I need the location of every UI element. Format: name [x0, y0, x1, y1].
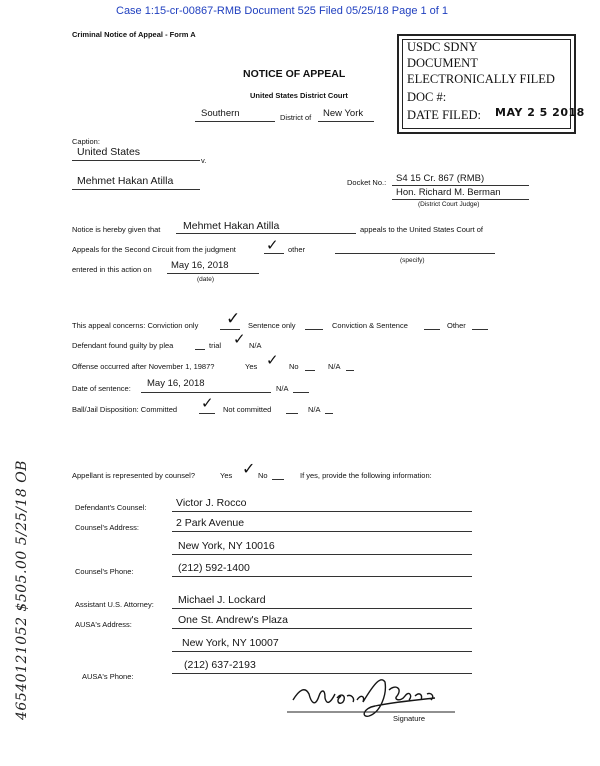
bail-label: Ball/Jail Disposition: Committed	[72, 405, 178, 414]
judge-label: (District Court Judge)	[418, 201, 480, 208]
conviction-sentence-label: Conviction & Sentence	[332, 321, 408, 330]
bail-na-label: N/A	[308, 405, 321, 414]
entered-text: entered in this action on	[72, 265, 152, 274]
counsel-address-2: New York, NY 10016	[178, 540, 275, 552]
trial-label: trial	[209, 341, 222, 350]
if-yes-text: If yes, provide the following information:	[300, 471, 432, 480]
notice-line2: Appeals for the Second Circuit from the judgment	[72, 245, 236, 254]
appeals-text: appeals to the United States Court of	[360, 225, 483, 234]
trial-na-label: N/A	[249, 341, 262, 350]
represented-yes-check-icon: ✓	[242, 459, 256, 478]
stamp-line-usdc: USDC SDNY	[407, 40, 478, 54]
form-name: Criminal Notice of Appeal - Form A	[72, 30, 196, 39]
case-header-line: Case 1:15-cr-00867-RMB Document 525 Filed 05/25/18 Page 1 of 1	[116, 5, 449, 17]
district-name: Southern	[201, 108, 240, 119]
offense-yes-label: Yes	[245, 362, 258, 371]
judgment-check-icon: ✓	[266, 236, 279, 254]
stamp-line-electronic: ELECTRONICALLY FILED	[407, 72, 555, 86]
represented-yes-label: Yes	[220, 471, 233, 480]
offense-na-label: N/A	[328, 362, 341, 371]
represented-label: Appellant is represented by counsel?	[72, 471, 195, 480]
ausa-address-1: One St. Andrew's Plaza	[178, 614, 288, 626]
ausa-address-label: AUSA's Address:	[75, 620, 132, 629]
ausa-phone-value: (212) 637-2193	[184, 659, 256, 671]
filing-stamp	[397, 34, 585, 134]
caption-plaintiff: United States	[77, 146, 141, 158]
sentence-date-label: Date of sentence:	[72, 384, 131, 393]
stamp-line-document: DOCUMENT	[407, 56, 478, 70]
counsel-phone-value: (212) 592-1400	[178, 562, 250, 574]
ausa-value: Michael J. Lockard	[178, 594, 266, 606]
caption-defendant: Mehmet Hakan Atilla	[77, 175, 174, 187]
district-state: New York	[323, 108, 364, 119]
offense-yes-check-icon: ✓	[266, 351, 279, 369]
page-title: NOTICE OF APPEAL	[243, 68, 346, 80]
other-appeal-label: Other	[447, 321, 466, 330]
def-counsel-label: Defendant's Counsel:	[75, 503, 147, 512]
caption-label: Caption:	[72, 137, 100, 146]
court-heading: United States District Court	[250, 91, 348, 100]
notice-given-text: Notice is hereby given that	[72, 225, 161, 234]
not-committed-label: Not committed	[223, 405, 272, 414]
conviction-only-check-icon: ✓	[226, 309, 241, 329]
stamp-date-value: MAY 2 5 2018	[495, 106, 585, 119]
found-guilty-label: Defendant found guilty by plea	[72, 341, 174, 350]
stamp-line-doc: DOC #:	[407, 90, 447, 104]
ausa-label: Assistant U.S. Attorney:	[75, 600, 154, 609]
district-of-label: District of	[280, 113, 312, 122]
offense-no-label: No	[289, 362, 299, 371]
counsel-address-label: Counsel's Address:	[75, 523, 139, 532]
entered-date: May 16, 2018	[171, 260, 229, 271]
sentence-only-label: Sentence only	[248, 321, 296, 330]
ausa-phone-label: AUSA's Phone:	[82, 672, 134, 681]
concerns-label: This appeal concerns: Conviction only	[72, 321, 199, 330]
judge-value: Hon. Richard M. Berman	[396, 187, 501, 198]
committed-check-icon: ✓	[201, 394, 214, 412]
counsel-address-1: 2 Park Avenue	[176, 517, 245, 529]
stamp-line-date-label: DATE FILED:	[407, 108, 481, 122]
margin-handwritten-note: 46540121052 $505.00 5/25/18 OB	[14, 460, 30, 720]
specify-label: (specify)	[400, 257, 425, 264]
ausa-address-2: New York, NY 10007	[182, 637, 279, 649]
docket-value: S4 15 Cr. 867 (RMB)	[396, 173, 485, 184]
counsel-phone-label: Counsel's Phone:	[75, 567, 134, 576]
represented-no-label: No	[258, 471, 268, 480]
docket-label: Docket No.:	[347, 178, 387, 187]
appellant-name: Mehmet Hakan Atilla	[183, 220, 280, 232]
def-counsel-value: Victor J. Rocco	[176, 497, 247, 509]
sentence-na-label: N/A	[276, 384, 289, 393]
offense-label: Offense occurred after November 1, 1987?	[72, 362, 215, 371]
caption-v: v.	[201, 156, 207, 165]
trial-check-icon: ✓	[233, 330, 246, 348]
handwritten-signature	[285, 672, 465, 722]
other-label: other	[288, 245, 306, 254]
signature-label: Signature	[393, 714, 426, 723]
sentence-date: May 16, 2018	[147, 378, 205, 389]
date-label: (date)	[197, 276, 214, 283]
